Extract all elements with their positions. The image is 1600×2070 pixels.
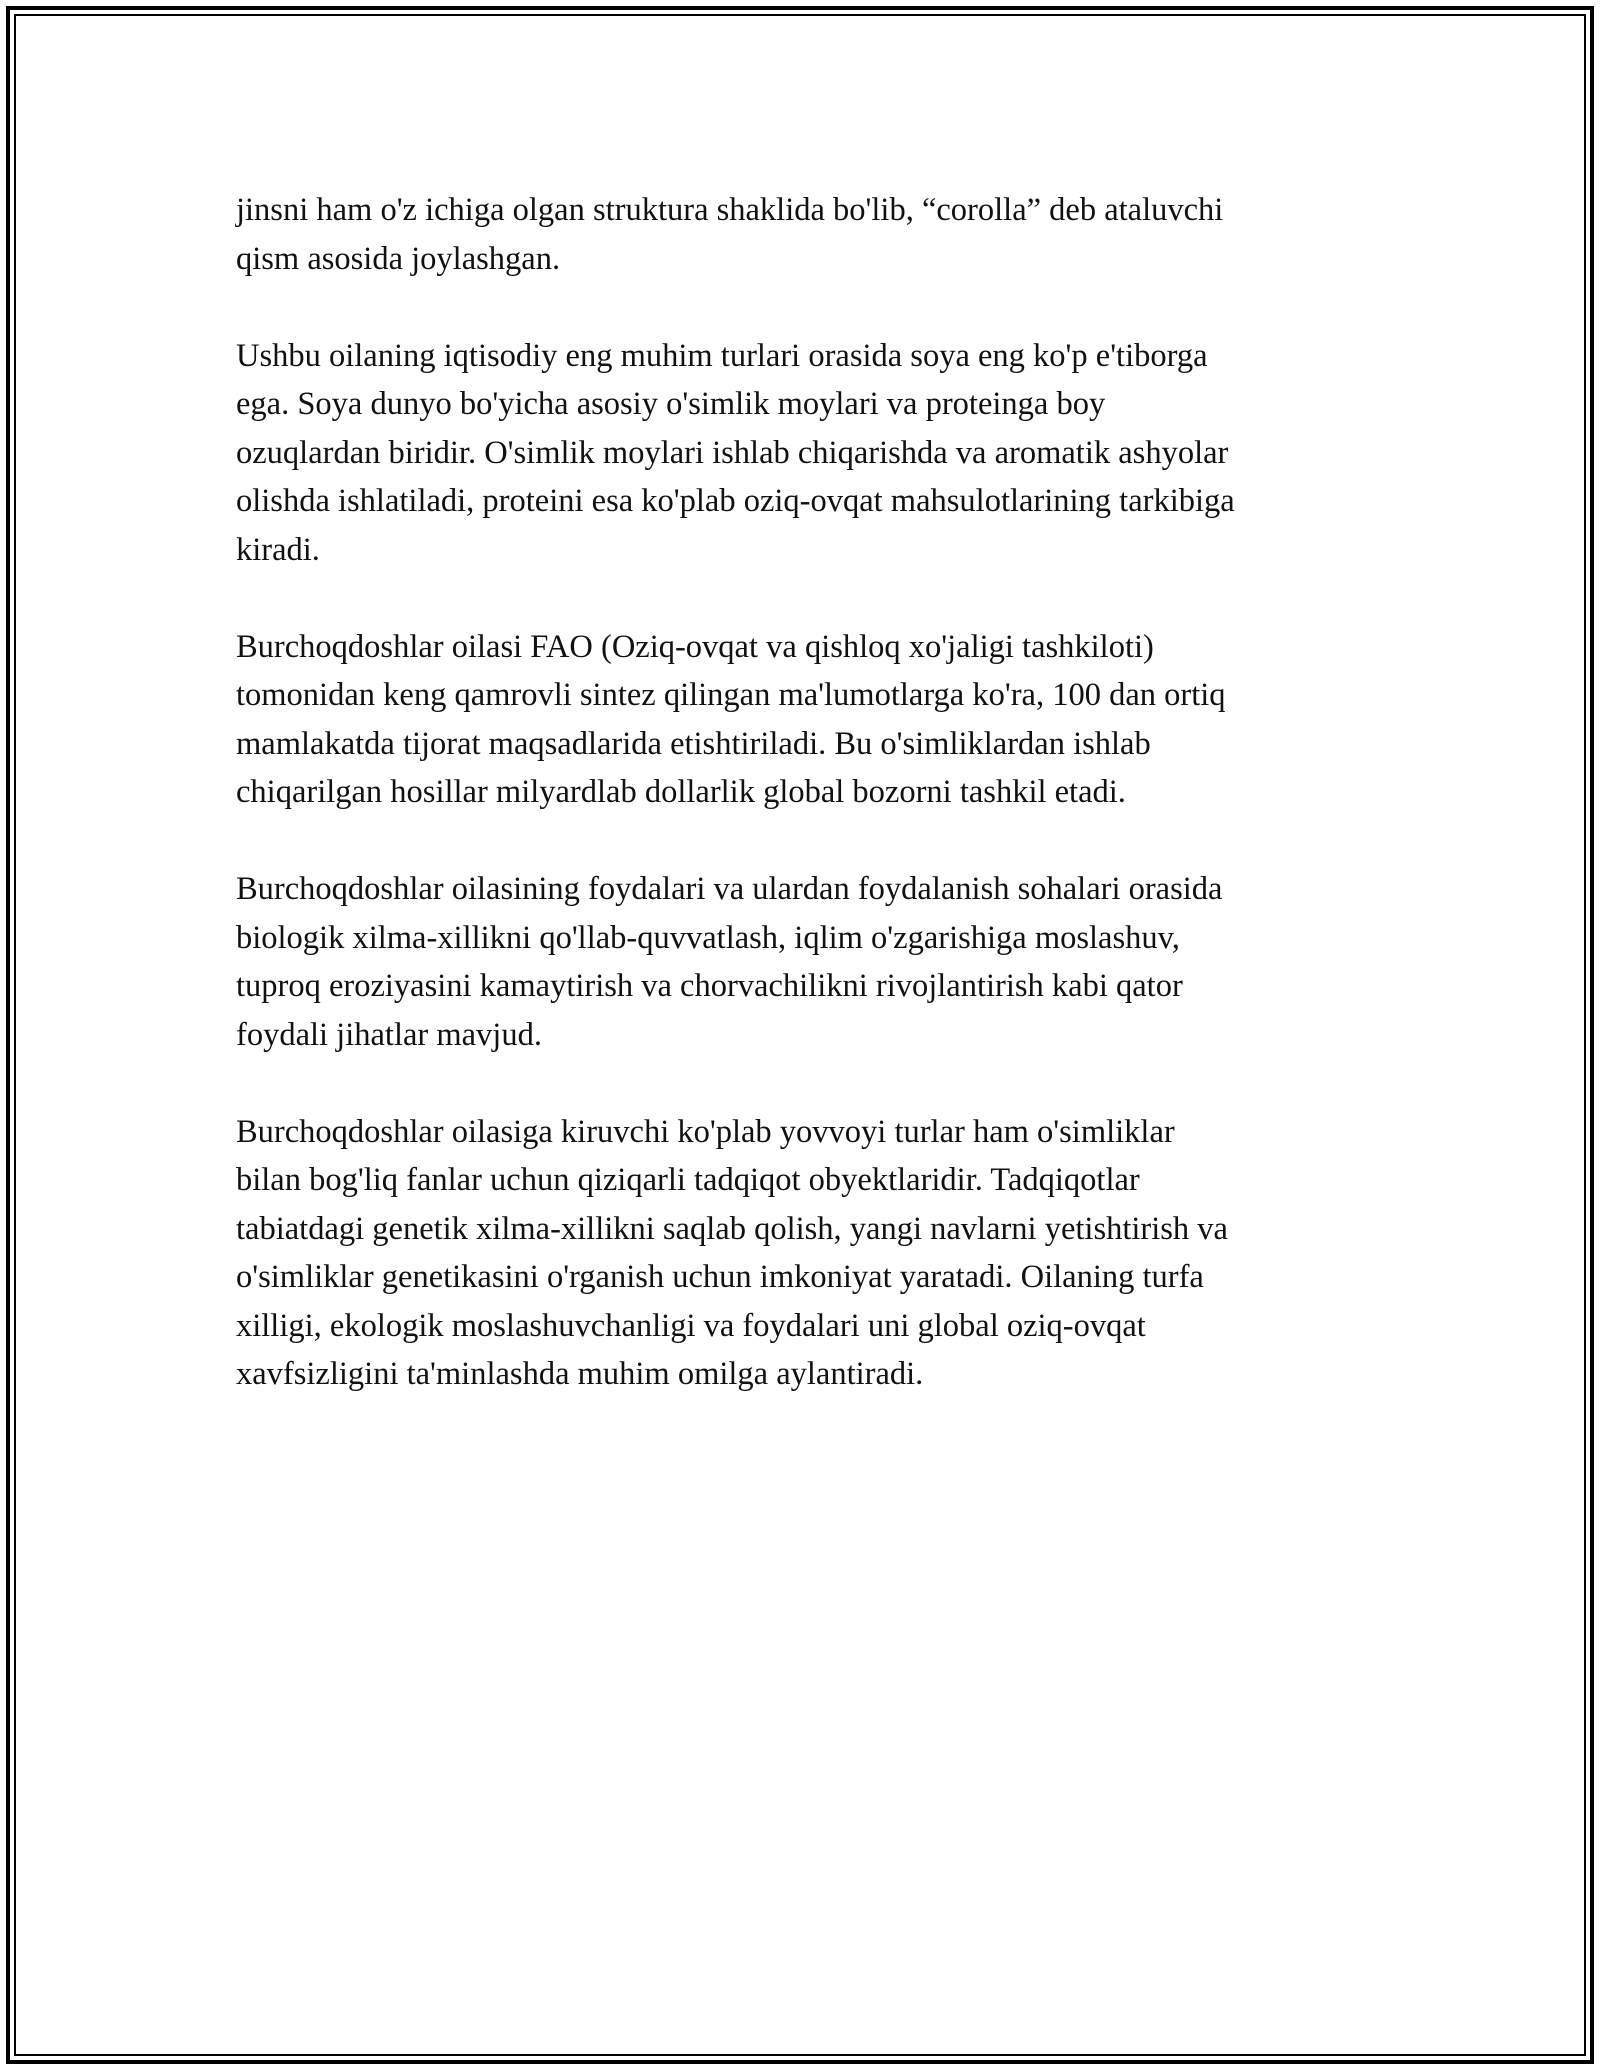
paragraph-4 — [236, 865, 1376, 1059]
paragraph-5 — [236, 1108, 1376, 1399]
text-line: chiqarilgan hosillar milyardlab dollarlik global bozorni tashkil etadi. — [236, 774, 1126, 810]
text-line: kiradi. — [236, 531, 320, 568]
text-line: tabiatdagi genetik xilma-xillikni saqlab qolish, yangi navlarni yetishtirish va — [236, 1210, 1228, 1247]
text-line: ozuqlardan biridir. O'simlik moylari ishlab chiqarishda va aromatik ashyolar — [236, 434, 1229, 471]
text-line: biologik xilma-xillikni qo'llab-quvvatlash, iqlim o'zgarishiga moslashuv, — [236, 919, 1180, 956]
text-line: Burchoqdoshlar oilasining foydalari va ulardan foydalanish sohalari orasida — [236, 871, 1223, 907]
text-line: xavfsizligini ta'minlashda muhim omilga aylantiradi. — [236, 1356, 924, 1392]
paragraph-2 — [236, 332, 1376, 575]
text-line: bilan bog'liq fanlar uchun qiziqarli tadqiqot obyektlaridir. Tadqiqotlar — [236, 1162, 1140, 1198]
text-line: xilligi, ekologik moslashuvchanligi va foydalari uni global oziq-ovqat — [236, 1307, 1146, 1344]
text-line: olishda ishlatiladi, proteini esa ko'plab oziq-ovqat mahsulotlarining tarkibiga — [236, 483, 1235, 519]
text-line: o'simliklar genetikasini o'rganish uchun imkoniyat yaratadi. Oilaning turfa — [236, 1259, 1204, 1295]
paragraph-1 — [236, 186, 1376, 283]
text-line: qism asosida joylashgan. — [236, 240, 561, 277]
text-line: foydali jihatlar mavjud. — [236, 1016, 542, 1053]
text-line: Burchoqdoshlar oilasi FAO (Oziq-ovqat va qishloq xo'jaligi tashkiloti) — [236, 628, 1154, 665]
document-body — [236, 186, 1376, 1447]
text-line: ega. Soya dunyo bo'yicha asosiy o'simlik moylari va proteinga boy — [236, 386, 1106, 422]
text-line: Burchoqdoshlar oilasiga kiruvchi ko'plab yovvoyi turlar ham o'simliklar — [236, 1113, 1175, 1150]
text-line: tuproq eroziyasini kamaytirish va chorvachilikni rivojlantirish kabi qator — [236, 968, 1183, 1004]
paragraph-3 — [236, 623, 1376, 817]
text-line: jinsni ham o'z ichiga olgan struktura shaklida bo'lib, “corolla” deb ataluvchi — [236, 192, 1224, 228]
text-line: mamlakatda tijorat maqsadlarida etishtiriladi. Bu o'simliklardan ishlab — [236, 725, 1151, 762]
text-line: tomonidan keng qamrovli sintez qilingan ma'lumotlarga ko'ra, 100 dan ortiq — [236, 677, 1226, 713]
text-line: Ushbu oilaning iqtisodiy eng muhim turlari orasida soya eng ko'p e'tiborga — [236, 337, 1208, 374]
